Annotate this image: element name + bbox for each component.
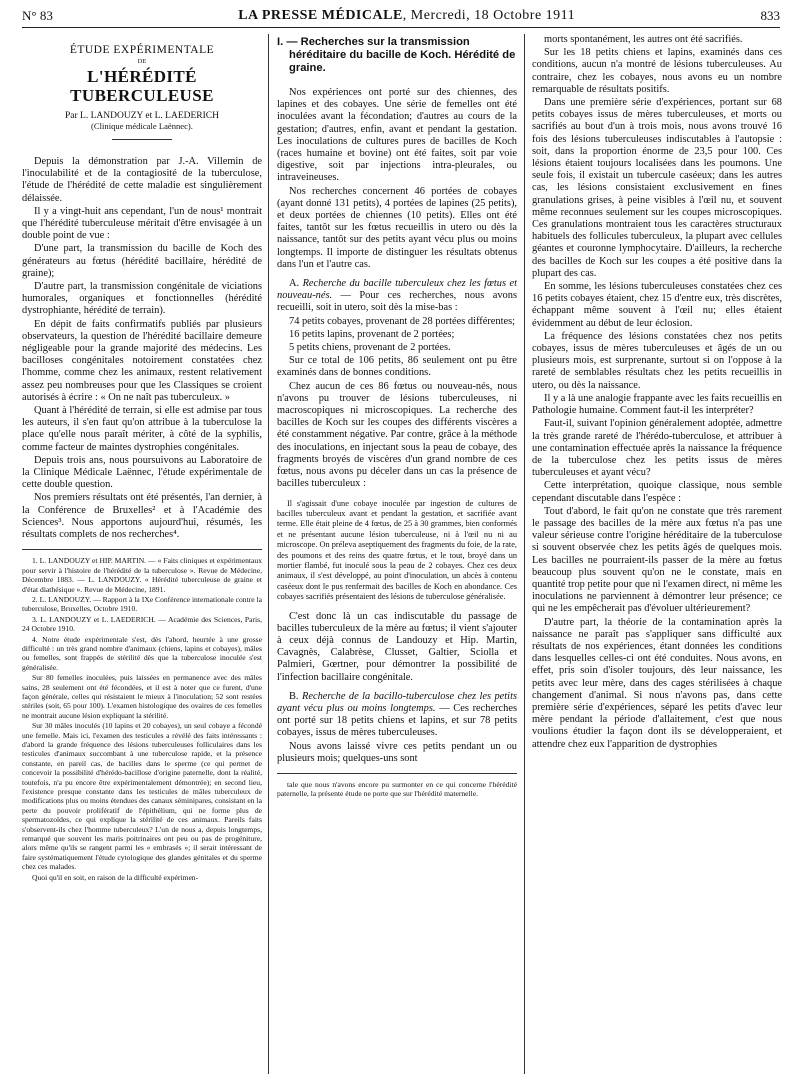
subsection-b-text: — Ces recherches ont porté sur 18 petits chiens et lapins, et sur 78 petits cobayes, issus de mères tuberculeuses. (277, 702, 517, 739)
subsection-b-label: B. (289, 690, 299, 702)
issue-number: N° 83 (22, 8, 53, 23)
paragraph: Chez aucun de ces 86 fœtus ou nouveau-nés, nous n'avons pu trouver de lésions tuberculeuses, ni macroscopiques ni microscopiques. La recherche des bacilles de Koch sur les coupes des différents viscères a été constamment négative. Par contre, grâce à la méthode des inoculations, en injectant sous la peau de cobaye, des fragments broyés de viscères d'un grand nombre de ces fœtus, nous avons pu déceler dans un cas la présence de bacilles tuberculeux : (277, 380, 517, 490)
article-affiliation: (Clinique médicale Laënnec). (91, 121, 193, 131)
footnote-separator-2 (277, 773, 517, 774)
page-header (22, 6, 780, 28)
footnote: Sur 80 femelles inoculées, puis laissées en permanence avec des mâles sains, 28 seulement ont été fécondées, et il est à noter que ce furent, d'une façon générale, celles qui résistaient le mieux à l'inoculation; 52 sont restées stériles (soit, 65 pour 100). L'examen histologique des ovaires de ces femelles ne montrait aucune lésion expliquant la stérilité. (22, 673, 262, 720)
column-1 (22, 34, 262, 883)
footnote-separator (22, 549, 262, 550)
paragraph: Il y a là une analogie frappante avec les faits recueillis en Pathologie humaine. Comment faut-il les interpréter? (532, 392, 782, 417)
column-rule-2 (524, 34, 525, 1074)
footnote: Sur 30 mâles inoculés (10 lapins et 20 cobayes), un seul cobaye a fécondé une femelle. Mais ici, l'examen des testicules a révélé des faits intéressants : d'abord la grande fréquence des lésions tuberculeuses folliculaires dans les testicules d'animaux succombant à une tuberculose rapide, et la présence constante, en pareil cas, de bacilles dans le sperme (ce qui permet de concevoir la possibilité d'hérédo-bacillose d'origine paternelle, dont la réalité, toutefois, n'a pu encore être expérimentalement démontrée); en second lieu, l'existence presque constante dans les testicules de mâles tuberculeux de modifications plus ou moins étendues des canaux séminipares, consistant en la perte du pouvoir prolifératif de l'épithélium, qui ne forme plus de spermatozoïdes, ce qui explique la stérilité de ces animaux. Pareils faits s'observent-ils chez l'homme tuberculeux? L'un de nous a, depuis longtemps, remarqué que souvent les maris poitrinaires ont peu ou pas de progéniture, alors même qu'ils se rangent parmi les « embrasés »; il serait intéressant de faire systématiquement l'étude cytologique des glandes génitales et du sperme chez ces malades. (22, 721, 262, 872)
subsection-a (277, 278, 517, 315)
paragraph: Faut-il, suivant l'opinion généralement adoptée, admettre la très grande rareté de l'hérédo-tuberculose, et attribuer à une contamination effectuée après la naissance la fréquence de la tuberculose chez les petits issus de mères tuberculeuses et ayant vécu? (532, 418, 782, 479)
paragraph: Tout d'abord, le fait qu'on ne constate que très rarement le passage des bacilles de la mère aux fœtus n'a pas une valeur sérieuse contre l'origine héréditaire de la tuberculose si souvent observée chez les petits âgés de quelques mois. Les bacilles ne pourraient-ils passer de la mère au fœtus beaucoup plus souvent qu'on ne le constate, mais en quantité trop petite pour que ni l'examen direct, ni même les inoculations ne parviennent à démontrer leur présence; ce qui ne les empêcherait pas d'évoluer ultérieurement? (532, 505, 782, 615)
paragraph: En dépit de faits confirmatifs publiés par plusieurs observateurs, la question de l'hérédité bacillaire demeure négligeable pour la grande majorité des médecins. Les bacilloses congénitales notoirement constatées chez l'homme, comme chez les animaux, restent relativement assez peu nombreuses pour que les Classiques se croient autorisés à écrire : « On ne naît pas tuberculeux. » (22, 318, 262, 403)
footnotes (22, 556, 262, 882)
paragraph: Dans une première série d'expériences, portant sur 68 petits cobayes issus de mères tuberculeuses, et morts ou sacrifiés au bout d'un à trois mois, nous avons trouvé 16 fois des lésions tuberculeuses indiscutables à l'autopsie : soit, dans la proportion énorme de 23,5 pour 100. Ces lésions étaient toujours localisées dans les poumons. Une seule fois, il existait un tubercule caséeux; dans les autres cas, les lésions consistaient exclusivement en fines granulations grises, à peine visibles à l'œil nu, et souvent même reconnues seulement sur les coupes microscopiques. Ces granulations montraient tous les caractères structuraux habituels des follicules tuberculeux, la plupart avec cellules géantes et couronne lymphocytaire. D'ailleurs, la recherche des bacilles de Koch sur les coupes a été positive dans la plupart des cas. (532, 97, 782, 279)
paragraph: Nos expériences ont porté sur des chiennes, des lapines et des cobayes. Une série de femelles ont été inoculées avant la fécondation; d'autres au cours de la gestation; d'autres, enfin, avant et pendant la gestation. Les inoculations de cultures pures de bacilles de Koch (races humaine et bovine) ont été faites, soit par voie digestive, soit par injections intra-pleurales, ou intraveineuses. (277, 87, 517, 184)
paragraph: C'est donc là un cas indiscutable du passage de bacilles tuberculeux de la mère au fœtus; il vient s'ajouter à ceux déjà connus de Landouzy et Hip. Martin, Cavagnès, Calabrèse, Clusset, Galtier, Sciolla et Palmieri, Gœrtner, pour démontrer la possibilité de l'infection bacillaire congénitale. (277, 610, 517, 683)
journal-name: LA PRESSE MÉDICALE (238, 8, 403, 23)
column-2-body-a (277, 87, 517, 271)
article-authors: Par L. LANDOUZY et L. LAEDERICH (65, 111, 219, 121)
column-2 (277, 34, 517, 800)
article-de: DE (137, 58, 147, 65)
footnote: 1. L. LANDOUZY et HIP. MARTIN. — « Faits cliniques et expérimentaux pour servir à l'histoire de l'hérédité de la tuberculose ». Revue de Médecine, Décembre 1883. — L. LANDOUZY. « Hérédité tuberculeuse de graine et d'état diathésique ». Revue de Médecine, 1891. (22, 556, 262, 594)
column-3 (532, 34, 782, 752)
article-title-block (22, 44, 262, 140)
paragraph: Depuis la démonstration par J.-A. Villemin de l'inoculabilité et de la contagiosité de la tuberculose, l'étude de l'hérédité de cette maladie est singulièrement délaissée. (22, 156, 262, 204)
column-2-body-d (277, 741, 517, 765)
footnote: 2. L. LANDOUZY. — Rapport à la IXe Conférence internationale contre la tuberculose, Bruxelles, Octobre 1910. (22, 594, 262, 614)
footnote-continuation: tale que nous n'avons encore pu surmonter en ce qui concerne l'hérédité paternelle, la présente étude ne porte que sur l'hérédité maternelle. (277, 780, 517, 799)
paragraph: Sur ce total de 106 petits, 86 seulement ont pu être examinés dans de bonnes conditions. (277, 355, 517, 379)
paragraph: Nous avons laissé vivre ces petits pendant un ou plusieurs mois; quelques-uns sont (277, 740, 517, 764)
section-heading: I. — Recherches sur la transmission héréditaire du bacille de Koch. Hérédité de graine. (277, 36, 516, 74)
paragraph: D'une part, la transmission du bacille de Koch des générateurs au fœtus (hérédité bacillaire, hérédité de graine); (22, 243, 262, 279)
paragraph: Cette interprétation, quoique classique, nous semble cependant discutable dans l'espèce : (532, 480, 782, 504)
page-number: 833 (760, 8, 780, 23)
subsection-b-title: Recherche de la bacillo-tuberculose chez les petits ayant vécu plus ou moins longtemps. (277, 690, 517, 714)
paragraph: Depuis trois ans, nous poursuivons au Laboratoire de la Clinique Médicale Laënnec, l'étude expérimentale de cette double question. (22, 454, 262, 491)
footnote: Quoi qu'il en soit, en raison de la difficulté expérimen- (32, 872, 199, 882)
list-item: 16 petits lapins, provenant de 2 portées; (289, 328, 455, 340)
specimen-list (277, 316, 517, 355)
subsection-a-title: Recherche du bacille tuberculeux chez les fœtus et nouveau-nés. (277, 278, 517, 302)
column-rule-1 (268, 34, 269, 1074)
subsection-b (277, 691, 517, 740)
paragraph: D'autre part, la théorie de la contamination après la naissance ne paraît pas s'appliquer sans difficulté aux résultats de nos expériences, étant données les conditions dans lesquelles celles-ci ont été conduites. Nous avons, en effet, pris soin d'isoler toujours, dès leur naissance, les petits avec leur mère, dans des cages stérilisées à chaque changement d'animal. Si nous n'avons pas, dans cette première série d'expériences, séparé les petits d'avec leur mère pendant la période d'allaitement, c'est que nous voulions étudier la façon dont ils se développeraient, et attendre chez eux l'apparition de dystrophies (532, 616, 782, 750)
footnote: 3. L. LANDOUZY et L. LAEDERICH. — Académie des Sciences, Paris, 24 Octobre 1910. (22, 614, 262, 634)
footnote: 4. Notre étude expérimentale s'est, dès l'abord, heurtée à une grosse difficulté : un très grand nombre d'animaux (chiens, lapins et cobayes), mâles ou femelles, sont frappés de stérilité dès que la tuberculose inoculée s'est généralisée. (22, 634, 262, 672)
case-report: Il s'agissait d'une cobaye inoculée par ingestion de cultures de bacilles tuberculeux avant et pendant la gestation, et sacrifiée avant terme. Elle était pleine de 4 fœtus, de 25 à 30 grammes, bien conformés et ne présentant aucune lésion tuberculeuse, ni à l'œil nu ni au microscope. On préleva aseptiquement des fragments du foie, de la rate, des poumons et des reins des quatre fœtus, et le tout, broyé dans un mortier flambé, fut inoculé sous la peau de 2 cobayes. Chez ces deux animaux, il s'est développé, au point d'inoculation, un abcès à contenu caséeux dont le pus renfermait des bacilles de Koch en abondance. Ces cobayes sacrifiés présentaient des lésions de tuberculose généralisée. (277, 498, 517, 602)
list-item: 5 petits chiens, provenant de 2 portées. (289, 342, 451, 354)
column-1-body (22, 156, 262, 541)
paragraph: Quant à l'hérédité de terrain, si elle est admise par tous les auteurs, il s'en faut qu'on attribue à la tuberculose la place qu'elle nous paraît mériter, à côté de la syphilis, comme facteur de maintes dystrophies congénitales. (22, 405, 262, 453)
paragraph: En somme, les lésions tuberculeuses constatées chez ces 16 petits cobayes étaient, chez 15 d'entre eux, très discrètes, échappant même souvent à l'œil nu; elles étaient évidemment au début de leur éclosion. (532, 281, 782, 329)
column-3-body (532, 34, 782, 751)
article-kicker: ÉTUDE EXPÉRIMENTALE (69, 44, 215, 56)
paragraph: Nos recherches concernent 46 portées de cobayes (ayant donné 131 petits), 4 portées de lapines (25 petits), et deux portées de chiennes (10 petits). Elles ont été faites, tantôt sur les fœtus recueillis in utero ou dès la naissance, tantôt sur des petits ayant vécu plus ou moins longtemps. Il importe de distinguer les résultats obtenus dans l'un et l'autre cas. (277, 185, 517, 270)
journal-date: , Mercredi, 18 Octobre 1911 (402, 8, 576, 23)
subsection-a-label: A. (289, 278, 300, 290)
column-2-body-b (277, 355, 517, 490)
column-2-body-c (277, 611, 517, 684)
paragraph: Sur les 18 petits chiens et lapins, examinés dans ces conditions, aucun n'a montré de lésions tuberculeuses. Au contraire, chez les cobayes, nous avons eu un nombre remarquable de résultats positifs. (532, 47, 782, 95)
paragraph: D'autre part, la transmission congénitale de viciations humorales, organiques et fonctionnelles (hérédité dystrophiante, hérédité de terrain). (22, 281, 262, 317)
list-item: 74 petits cobayes, provenant de 28 portées différentes; (289, 315, 516, 327)
paragraph: La fréquence des lésions constatées chez nos petits cobayes, issus de mères tuberculeuses et âgés de un ou plusieurs mois, est surprenante, surtout si on l'oppose à la rareté de semblables résultats chez les petits recueillis in utero, ou dès la naissance. (532, 330, 782, 391)
paragraph: Nos premiers résultats ont été présentés, l'an dernier, à la Conférence de Bruxelles² et à l'Académie des Sciences³. Nous apportons aujourd'hui, résumés, les résultats complets de nos recherches⁴. (22, 492, 262, 541)
paragraph: Il y a vingt-huit ans cependant, l'un de nous¹ montrait que l'hérédité tuberculeuse méritait d'être envisagée à un double point de vue : (22, 205, 262, 242)
article-title: L'HÉRÉDITÉ TUBERCULEUSE (70, 67, 214, 105)
subsection-a-text: — Pour ces recherches, nous avons recueilli, soit in utero, soit dès la mise-bas : (277, 290, 517, 314)
paragraph: morts spontanément, les autres ont été sacrifiés. (544, 34, 743, 45)
journal-title (238, 8, 575, 24)
title-rule (112, 139, 172, 140)
